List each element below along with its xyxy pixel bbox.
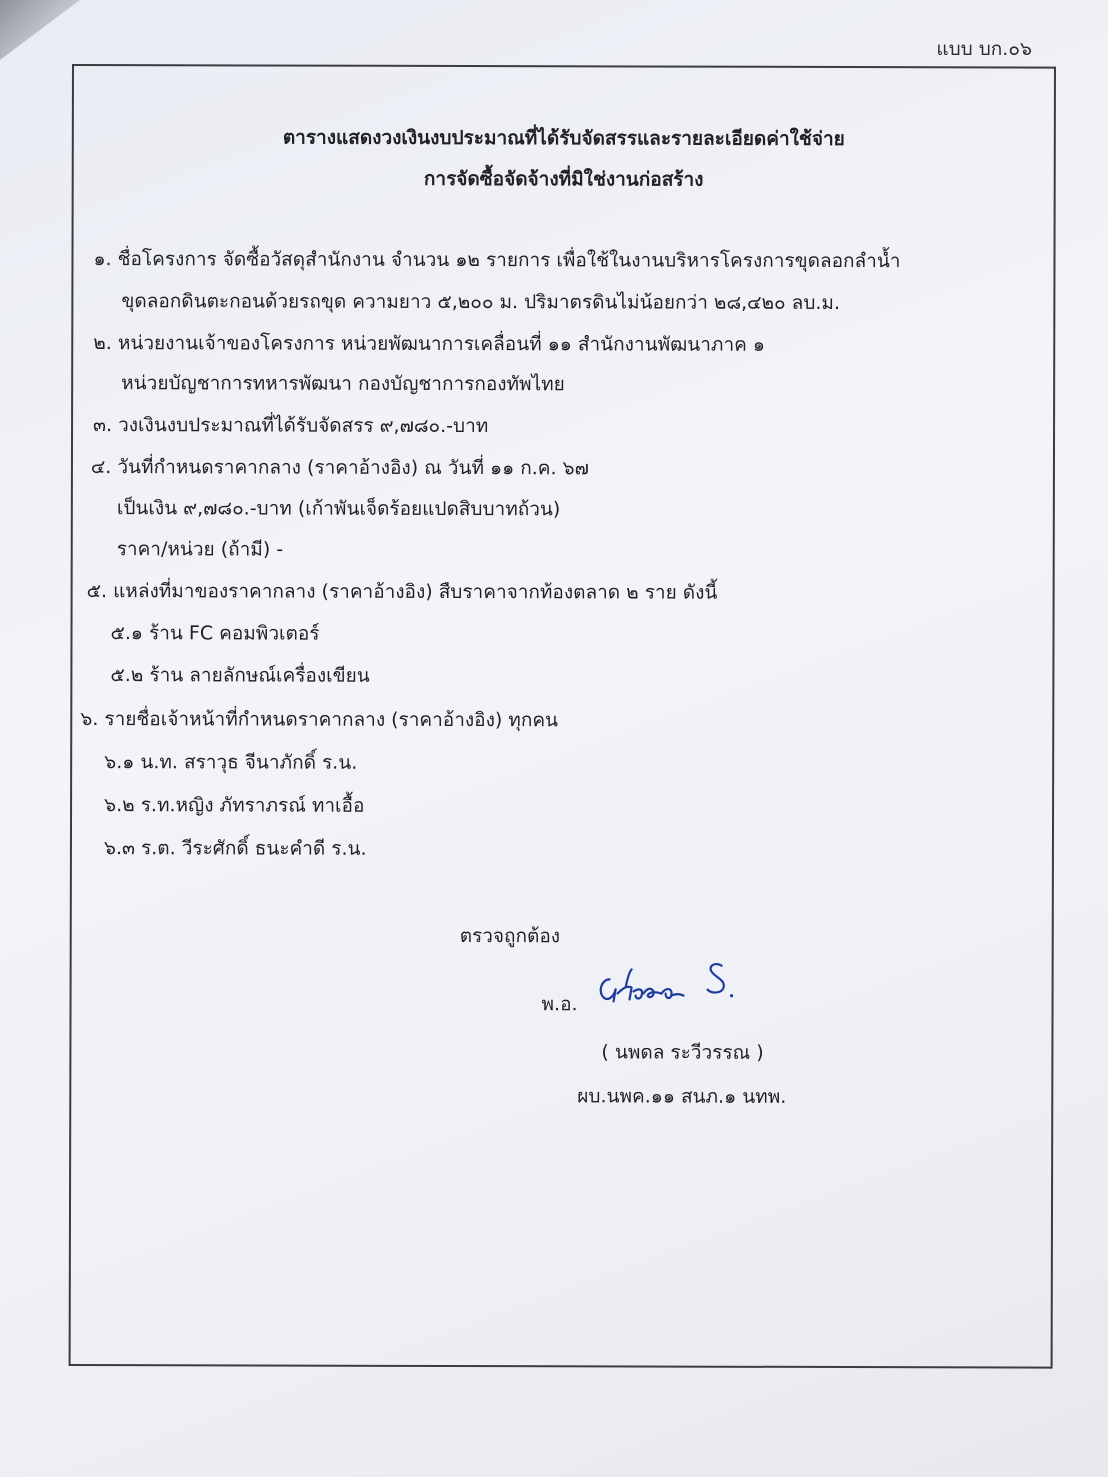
form-code: แบบ บก.๐๖ [936,38,1032,60]
item-5: ๕. แหล่งที่มาของราคากลาง (ราคาอ้างอิง) สืบราคาจากท้องตลาด ๒ ราย ดังนี้ [86,580,718,604]
item-6-2: ๖.๒ ร.ท.หญิง ภัทราภรณ์ ทาเอื้อ [104,794,365,817]
title-line-1: ตารางแสดงวงเงินงบประมาณที่ได้รับจัดสรรและรายละเอียดค่าใช้จ่าย [282,126,845,151]
handwritten-signature [592,957,752,1017]
signer-rank: พ.อ. [541,993,578,1016]
item-1-line-2: ขุดลอกดินตะกอนด้วยรถขุด ความยาว ๕,๒๐๐ ม. ปริมาตรดินไม่น้อยกว่า ๒๘,๔๒๐ ลบ.ม. [121,290,841,315]
item-2-line-2: หน่วยบัญชาการทหารพัฒนา กองบัญชาการกองทัพไทย [121,372,565,396]
item-6-3: ๖.๓ ร.ต. วีระศักดิ์ ธนะคำดี ร.น. [103,837,367,860]
item-6: ๖. รายชื่อเจ้าหน้าที่กำหนดราคากลาง (ราคาอ้างอิง) ทุกคน [80,708,559,732]
document-frame [69,64,1056,1369]
signer-name: ( นพดล ระวีวรรณ ) [601,1041,764,1064]
signer-position: ผบ.นพค.๑๑ สนภ.๑ นทพ. [577,1085,787,1108]
item-4-line-2: เป็นเงิน ๙,๗๘๐.-บาท (เก้าพันเจ็ดร้อยแปดสิบบาทถ้วน) [116,497,561,521]
item-5-2: ๕.๒ ร้าน ลายลักษณ์เครื่องเขียน [110,664,370,687]
title-line-2: การจัดซื้อจัดจ้างที่มิใช่งานก่อสร้าง [423,167,704,191]
item-4-line-1: ๔. วันที่กำหนดราคากลาง (ราคาอ้างอิง) ณ วันที่ ๑๑ ก.ค. ๖๗ [90,456,589,480]
item-6-1: ๖.๑ น.ท. สราวุธ จีนาภักดิ์ ร.น. [104,751,358,774]
page-corner-shadow [0,0,80,60]
item-1-line-1: ๑. ชื่อโครงการ จัดซื้อวัสดุสำนักงาน จำนวน ๑๒ รายการ เพื่อใช้ในงานบริหารโครงการขุดลอกลำน้ำ [93,248,901,273]
verified-label: ตรวจถูกต้อง [459,925,561,948]
item-5-1: ๕.๑ ร้าน FC คอมพิวเตอร์ [110,622,320,645]
item-3: ๓. วงเงินงบประมาณที่ได้รับจัดสรร ๙,๗๘๐.-บาท [93,414,489,438]
item-4-line-3: ราคา/หน่วย (ถ้ามี) - [116,538,284,561]
item-2-line-1: ๒. หน่วยงานเจ้าของโครงการ หน่วยพัฒนาการเคลื่อนที่ ๑๑ สำนักงานพัฒนาภาค ๑ [93,332,765,356]
